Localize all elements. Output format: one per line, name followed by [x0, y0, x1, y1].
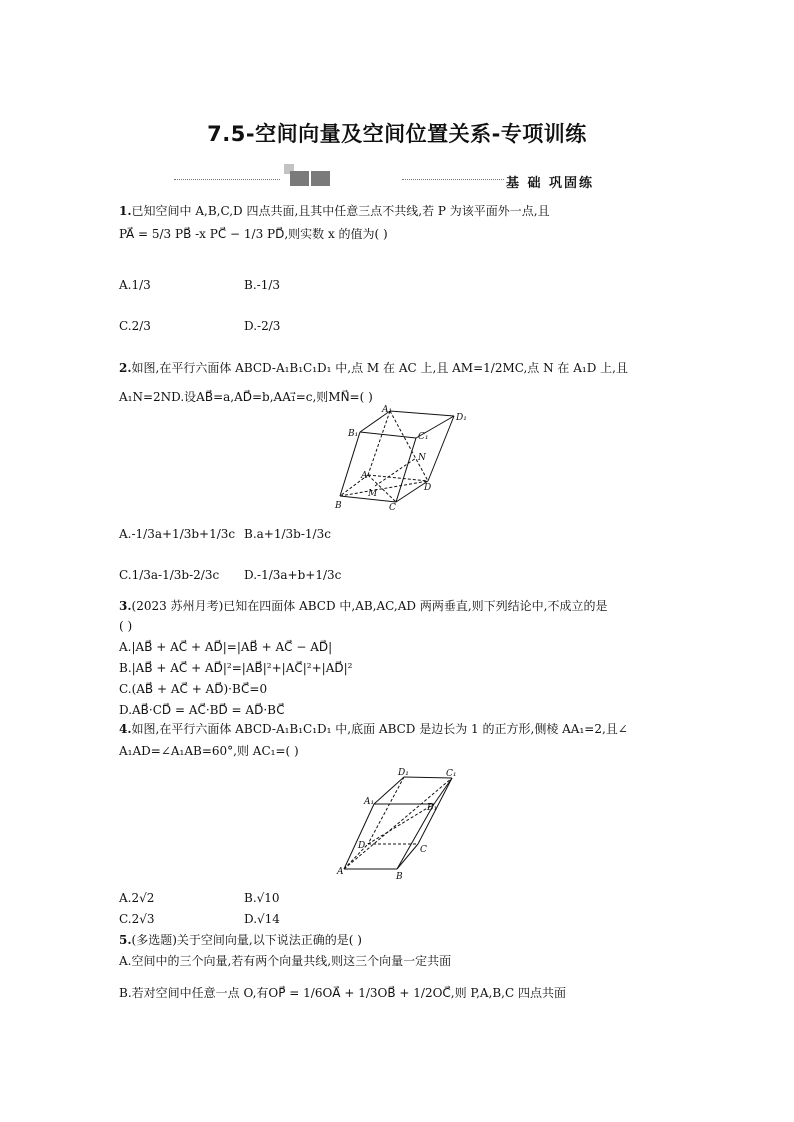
option-a: A.-1/3a+1/3b+1/3c	[119, 527, 236, 541]
option-a: A.|AB⃗ + AC⃗ + AD⃗|=|AB⃗ + AC⃗ − AD⃗|	[119, 640, 333, 654]
question-number: 4.	[119, 722, 132, 736]
question-4-stem	[119, 721, 628, 737]
vertex-label: D₁	[398, 768, 409, 778]
page-title: 7.5-空间向量及空间位置关系-专项训练	[207, 122, 587, 146]
vertex-label: B	[396, 872, 403, 882]
question-3-paren: ( )	[119, 619, 133, 633]
option-d: D.-2/3	[244, 319, 281, 333]
question-text: 已知空间中 A,B,C,D 四点共面,且其中任意三点不共线,若 P 为该平面外一点,且	[131, 204, 550, 218]
question-text: 如图,在平行六面体 ABCD-A₁B₁C₁D₁ 中,点 M 在 AC 上,且 AM=1/2MC,点 N 在 A₁D 上,且	[131, 361, 628, 375]
option-a: A.1/3	[119, 278, 151, 292]
vertex-label: A	[337, 867, 344, 877]
option-a: A.2√2	[119, 891, 155, 905]
option-b: B.若对空间中任意一点 O,有OP⃗ = 1/6OA⃗ + 1/3OB⃗ + 1/2OC⃗,则 P,A,B,C 四点共面	[119, 986, 566, 1000]
option-c: C.1/3a-1/3b-2/3c	[119, 568, 220, 582]
question-text: (多选题)关于空间向量,以下说法正确的是( )	[131, 933, 362, 947]
vertex-label: D	[424, 483, 432, 493]
option-d: D.AB⃗·CD⃗ = AC⃗·BD⃗ = AD⃗·BC⃗	[119, 703, 285, 717]
vertex-label: A₁	[382, 405, 393, 415]
question-1-stem	[119, 203, 550, 219]
vertex-label: C₁	[446, 769, 457, 779]
vertex-label: C	[389, 503, 396, 512]
question-number: 2.	[119, 361, 132, 375]
question-5-stem	[119, 932, 362, 948]
question-text: (2023 苏州月考)已知在四面体 ABCD 中,AB,AC,AD 两两垂直,则下列结论中,不成立的是	[131, 599, 608, 613]
option-b: B.√10	[244, 891, 280, 905]
section-decoration	[290, 171, 309, 186]
option-d: D.√14	[244, 912, 280, 926]
dotted-rule-right	[402, 179, 504, 180]
vertex-label: B	[335, 501, 342, 511]
option-d: D.-1/3a+b+1/3c	[244, 568, 342, 582]
option-b: B.a+1/3b-1/3c	[244, 527, 331, 541]
section-header	[174, 168, 634, 190]
vertex-label: N	[418, 453, 426, 463]
option-c: C.2√3	[119, 912, 155, 926]
vertex-label: B₁	[348, 429, 359, 439]
section-decoration	[311, 171, 330, 186]
question-3-stem	[119, 598, 607, 614]
vertex-label: D₁	[456, 413, 467, 423]
question-2-definitions: A₁N=2ND.设AB⃗=a,AD⃗=b,AA₁⃗=c,则MN⃗=( )	[119, 390, 373, 404]
option-b: B.-1/3	[244, 278, 280, 292]
option-c: C.2/3	[119, 319, 151, 333]
question-2-stem	[119, 360, 628, 376]
vertex-label: B₁	[427, 803, 438, 813]
question-1-formula: PA⃗ = 5/3 PB⃗ -x PC⃗ − 1/3 PD⃗,则实数 x 的值为( )	[119, 227, 388, 241]
option-c: C.(AB⃗ + AC⃗ + AD⃗)·BC⃗=0	[119, 682, 268, 696]
vertex-label: C	[420, 845, 427, 855]
question-number: 1.	[119, 204, 132, 218]
question-number: 5.	[119, 933, 132, 947]
dotted-rule-left	[174, 179, 280, 180]
vertex-label: A	[361, 471, 368, 481]
question-4-condition: A₁AD=∠A₁AB=60°,则 AC₁=( )	[119, 744, 299, 758]
vertex-label: C₁	[418, 432, 429, 442]
section-label: 基 础 巩固练	[506, 176, 595, 191]
parallelepiped-figure-q2	[330, 404, 470, 512]
parallelepiped-figure-q4	[334, 764, 464, 884]
vertex-label: A₁	[364, 797, 375, 807]
option-b: B.|AB⃗ + AC⃗ + AD⃗|²=|AB⃗|²+|AC⃗|²+|AD⃗|²	[119, 661, 353, 675]
option-a: A.空间中的三个向量,若有两个向量共线,则这三个向量一定共面	[119, 954, 452, 968]
question-number: 3.	[119, 599, 132, 613]
vertex-label: M	[368, 489, 378, 499]
vertex-label: D	[358, 841, 366, 851]
question-text: 如图,在平行六面体 ABCD-A₁B₁C₁D₁ 中,底面 ABCD 是边长为 1 的正方形,侧棱 AA₁=2,且∠	[131, 722, 628, 736]
